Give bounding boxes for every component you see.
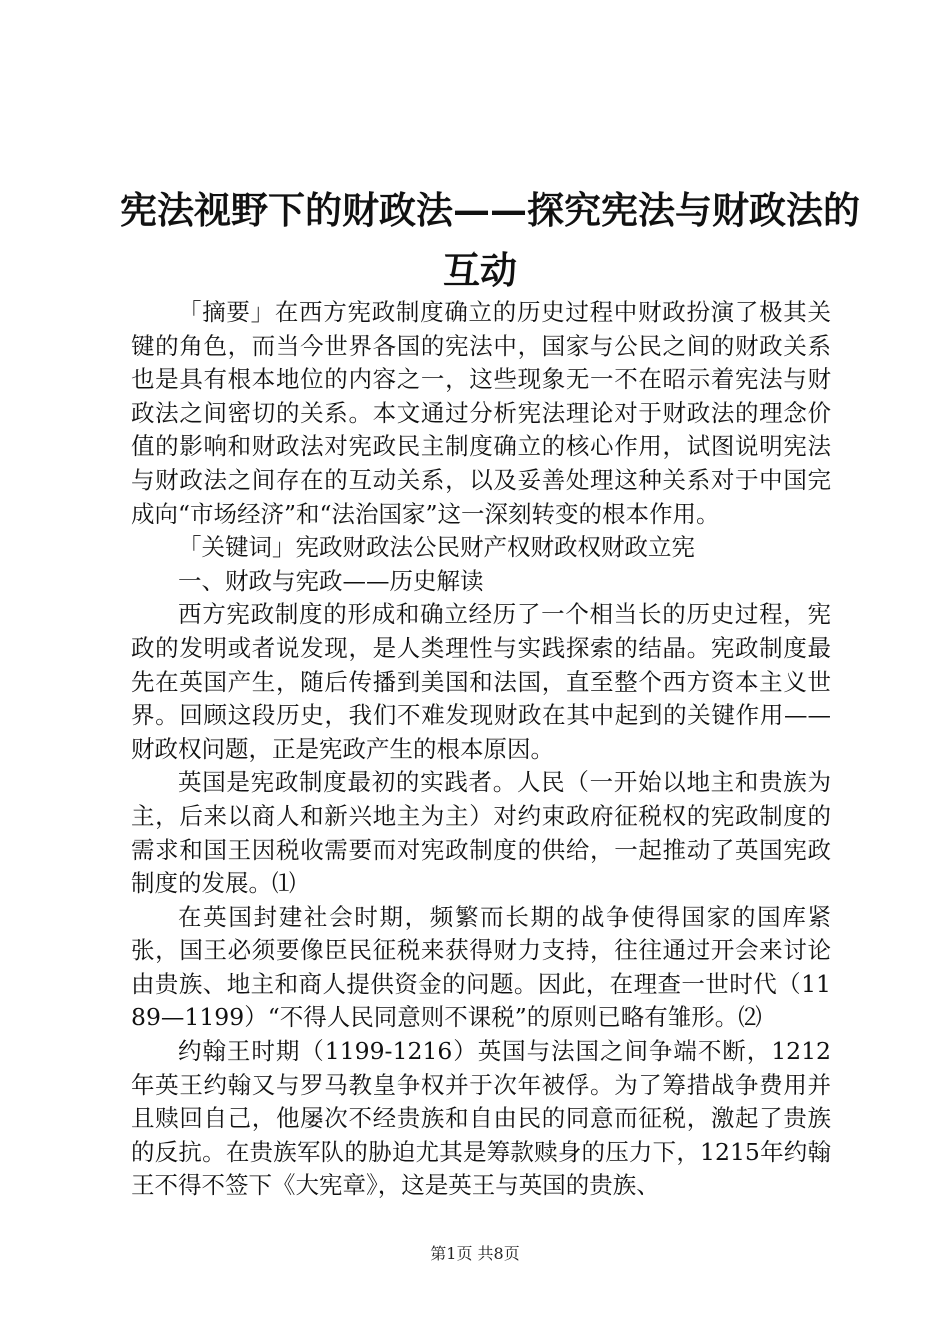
body-paragraph: 英国是宪政制度最初的实践者。人民（一开始以地主和贵族为主，后来以商人和新兴地主为主）对约束政府征税权的宪政制度的需求和国王因税收需要而对宪政制度的供给，一起推动了英国宪政制度的发展。⑴ [131, 768, 831, 898]
body-paragraph: 约翰王时期（1199-1216）英国与法国之间争端不断，1212年英王约翰又与罗马教皇争权并于次年被俘。为了筹措战争费用并且赎回自己，他屡次不经贵族和自由民的同意而征税，激起了贵族的反抗。在贵族军队的胁迫尤其是筹款赎身的压力下，1215年约翰王不得不签下《大宪章》，这是英王与英国的贵族、 [131, 1037, 831, 1200]
body-paragraph: 西方宪政制度的形成和确立经历了一个相当长的历史过程，宪政的发明或者说发现，是人类理性与实践探索的结晶。宪政制度最先在英国产生，随后传播到美国和法国，直至整个西方资本主义世界。回顾这段历史，我们不难发现财政在其中起到的关键作用——财政权问题，正是宪政产生的根本原因。 [131, 600, 831, 763]
keywords-paragraph: 「关键词」宪政财政法公民财产权财政权财政立宪 [178, 533, 695, 562]
abstract-paragraph: 「摘要」在西方宪政制度确立的历史过程中财政扮演了极其关键的角色，而当今世界各国的宪法中，国家与公民之间的财政关系也是具有根本地位的内容之一，这些现象无一不在昭示着宪法与财政法之间密切的关系。本文通过分析宪法理论对于财政法的理念价值的影响和财政法对宪政民主制度确立的核心作用，试图说明宪法与财政法之间存在的互动关系，以及妥善处理这种关系对于中国完成向“市场经济”和“法治国家”这一深刻转变的根本作用。 [131, 298, 831, 528]
document-title-line-1: 宪法视野下的财政法——探究宪法与财政法的 [120, 188, 860, 232]
body-paragraph: 在英国封建社会时期，频繁而长期的战争使得国家的国库紧张，国王必须要像臣民征税来获得财力支持，往往通过开会来讨论由贵族、地主和商人提供资金的问题。因此，在理查一世时代（1189—1199）“不得人民同意则不课税”的原则已略有雏形。⑵ [131, 902, 831, 1032]
document-title-line-2: 互动 [443, 248, 517, 292]
section-heading: 一、财政与宪政——历史解读 [178, 566, 484, 595]
document-body [131, 296, 831, 1203]
page-footer: 第1页 共8页 [430, 1244, 520, 1263]
